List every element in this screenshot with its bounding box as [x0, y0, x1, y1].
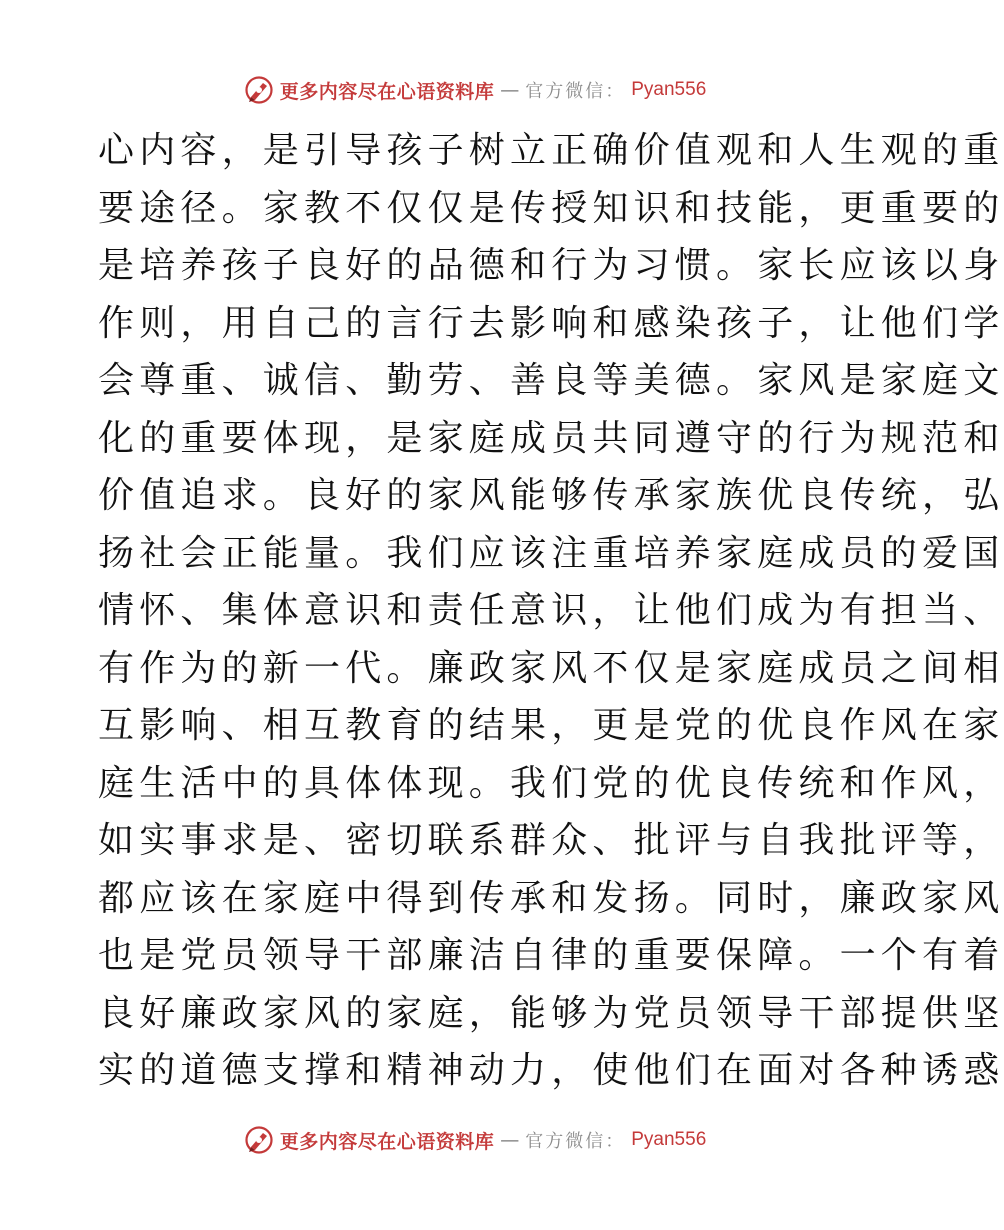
red-pen-circle-icon	[244, 1125, 274, 1155]
footer-banner	[0, 1122, 950, 1158]
body-line: 也是党员领导干部廉洁自律的重要保障。一个有着	[98, 935, 1004, 976]
body-line: 都应该在家庭中得到传承和发扬。同时，廉政家风	[98, 877, 1004, 919]
footer-promo-text: 更多内容尽在心语资料库	[279, 1130, 495, 1153]
body-line: 庭生活中的具体体现。我们党的优良传统和作风，	[98, 762, 1004, 804]
body-line: 互影响、相互教育的结果，更是党的优良作风在家	[98, 705, 1004, 746]
document-body	[98, 122, 1004, 1100]
body-line: 心内容，是引导孩子树立正确价值观和人生观的重	[98, 130, 1004, 171]
body-line: 扬社会正能量。我们应该注重培养家庭成员的爱国	[98, 532, 1004, 574]
footer-dash: —	[500, 1129, 520, 1151]
red-pen-circle-icon	[244, 75, 274, 105]
body-line: 是培养孩子良好的品德和行为习惯。家长应该以身	[98, 245, 1004, 286]
footer-wechat-id: Pyan556	[631, 1129, 707, 1150]
body-line: 作则，用自己的言行去影响和感染孩子，让他们学	[98, 302, 1004, 344]
header-dash: —	[500, 79, 520, 101]
header-wechat-id: Pyan556	[631, 79, 707, 100]
body-line: 价值追求。良好的家风能够传承家族优良传统，弘	[98, 475, 1004, 516]
header-promo-text: 更多内容尽在心语资料库	[279, 80, 495, 103]
body-line: 实的道德支撑和精神动力，使他们在面对各种诱惑	[98, 1050, 1004, 1091]
body-line: 化的重要体现，是家庭成员共同遵守的行为规范和	[98, 417, 1004, 459]
body-line: 良好廉政家风的家庭，能够为党员领导干部提供坚	[98, 992, 1004, 1034]
body-line: 会尊重、诚信、勤劳、善良等美德。家风是家庭文	[98, 360, 1004, 401]
header-banner	[0, 72, 950, 108]
body-line: 要途径。家教不仅仅是传授知识和技能，更重要的	[98, 187, 1004, 229]
footer-wechat-label: 官方微信：	[525, 1131, 626, 1152]
header-wechat-label: 官方微信：	[525, 81, 626, 102]
body-line: 情怀、集体意识和责任意识，让他们成为有担当、	[98, 590, 1004, 631]
body-line: 有作为的新一代。廉政家风不仅是家庭成员之间相	[98, 647, 1004, 689]
body-line: 如实事求是、密切联系群众、批评与自我批评等，	[98, 820, 1004, 861]
